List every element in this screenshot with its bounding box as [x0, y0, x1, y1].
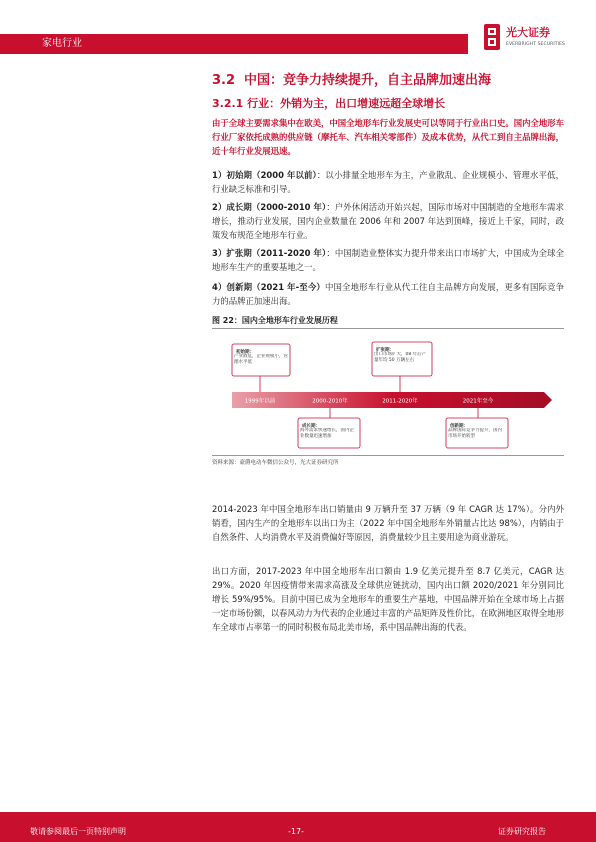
period-title: 2）成长期（2000-2010 年）: [212, 202, 327, 212]
period-text: 中国全地形车行业从代工往自主品牌方向发展，更多有国际竞争力的品牌正加速出海。: [212, 282, 565, 306]
stage-box-initial: [232, 344, 290, 392]
header-bar: [0, 34, 468, 54]
timeline-figure: [212, 336, 564, 454]
section-title: 中国：竞争力持续提升，自主品牌加速出海: [244, 73, 492, 88]
stage-box-innovation: [446, 408, 508, 448]
logo-mark-icon: [482, 24, 502, 50]
subsection-heading: 3.2.1 行业：外销为主，出口增速远超全球增长: [212, 97, 446, 110]
stage-text: 产业散乱，企业规模小，管理水平低: [234, 354, 288, 365]
stage-label: 初始期：: [236, 350, 254, 355]
page-number: -17-: [288, 827, 304, 836]
stage-text: 海外需求快速增长，国内企业数量迅速增加: [300, 428, 354, 439]
period-title: 3）扩张期（2011-2020 年）: [212, 248, 327, 258]
stage-text: 品牌国际竞争力提升，国内市场开始转型: [448, 428, 502, 439]
period-title: 4）创新期（2021 年-至今）: [212, 282, 325, 292]
footer-disclaimer: 敬请参阅最后一页特别声明: [30, 827, 126, 836]
period-paragraph-4: [212, 280, 564, 308]
body-paragraph-1: 2014-2023 年中国全地形车出口销量由 9 万辆升至 37 万辆（9 年 CAGR 达 17%）。分内外销看，国内生产的全地形车以出口为主（2022 年中国全地形车外销量占比达 98%），内销由于自然条件、人均消费水平及消费偏好等原因，消费量较少且主要用途为商业游玩。: [212, 504, 564, 542]
section-number: 3.2: [212, 73, 236, 88]
stage-label: 创新期：: [450, 424, 468, 429]
timeline-period-label: 2021年至今: [462, 398, 494, 405]
period-paragraph-1: [212, 168, 564, 196]
period-paragraph-3: [212, 246, 564, 274]
section-heading: [212, 72, 491, 90]
timeline-period-label: 2011-2020年: [382, 398, 418, 405]
body-paragraph-2: 出口方面，2017-2023 年中国全地形车出口额由 1.9 亿美元提升至 8.7 亿美元，CAGR 达 29%。2020 年因疫情带来需求高涨及全球供应链扰动，国内出口额 2020/2021 年分别同比增长 59%/95%。目前中国已成为全地形车的重要生产基地，中国品牌开始在全球市场上占据一定市场份额，以春风动力为代表的企业通过丰富的产品矩阵及性价比，在欧洲地区取得全地形车全球市占率第一的同时积极布局北美市场，系中国品牌出海的代表。: [212, 566, 564, 632]
period-paragraph-2: [212, 200, 564, 242]
period-text: ：中国制造业整体实力提升带来出口市场扩大，中国成为全球全地形车生产的重要基地之一。: [212, 248, 564, 272]
period-text: ：以小排量全地形车为主，产业散乱、企业规模小、管理水平低，行业缺乏标准和引导。: [212, 170, 565, 194]
logo-english-name: EVERBRIGHT SECURITIES: [506, 42, 565, 47]
footer-report-type: 证券研究报告: [498, 827, 546, 836]
company-logo: [482, 22, 582, 58]
period-text: ：户外休闲活动开始兴起，国际市场对中国制造的全地形车需求增长，推动行业发展，国内企业数量在 2006 年和 2007 年达到顶峰，接近上千家，同时，政策发布规范全地形车行业。: [212, 202, 564, 240]
lead-paragraph: 由于全球主要需求集中在欧美，中国全地形车行业发展史可以等同于行业出口史。国内全地形车行业厂家依托成熟的供应链（摩托车、汽车相关零部件）及成本优势，从代工到自主品牌出海，近十年行业发展迅速。: [212, 118, 564, 156]
period-title: 1）初始期（2000 年以前）: [212, 170, 317, 180]
stage-label: 扩张期：: [376, 348, 394, 353]
logo-name: 光大证券: [506, 26, 550, 39]
figure-title: 图 22：国内全地形车行业发展历程: [212, 314, 564, 329]
stage-text: 出口市场扩大，08 年后产量年均 50 万辆左右: [374, 352, 427, 363]
stage-box-growth: [298, 408, 360, 448]
figure-divider: [212, 455, 564, 456]
timeline-period-label: 2000-2010年: [312, 398, 348, 405]
section-label: 家电行业: [42, 38, 82, 49]
stage-box-expansion: [372, 342, 432, 392]
stage-label: 成长期：: [302, 424, 320, 429]
timeline-period-label: 1999年以前: [244, 398, 276, 405]
figure-source: 资料来源：豪爵电动车微信公众号，光大证券研究所: [212, 460, 339, 466]
